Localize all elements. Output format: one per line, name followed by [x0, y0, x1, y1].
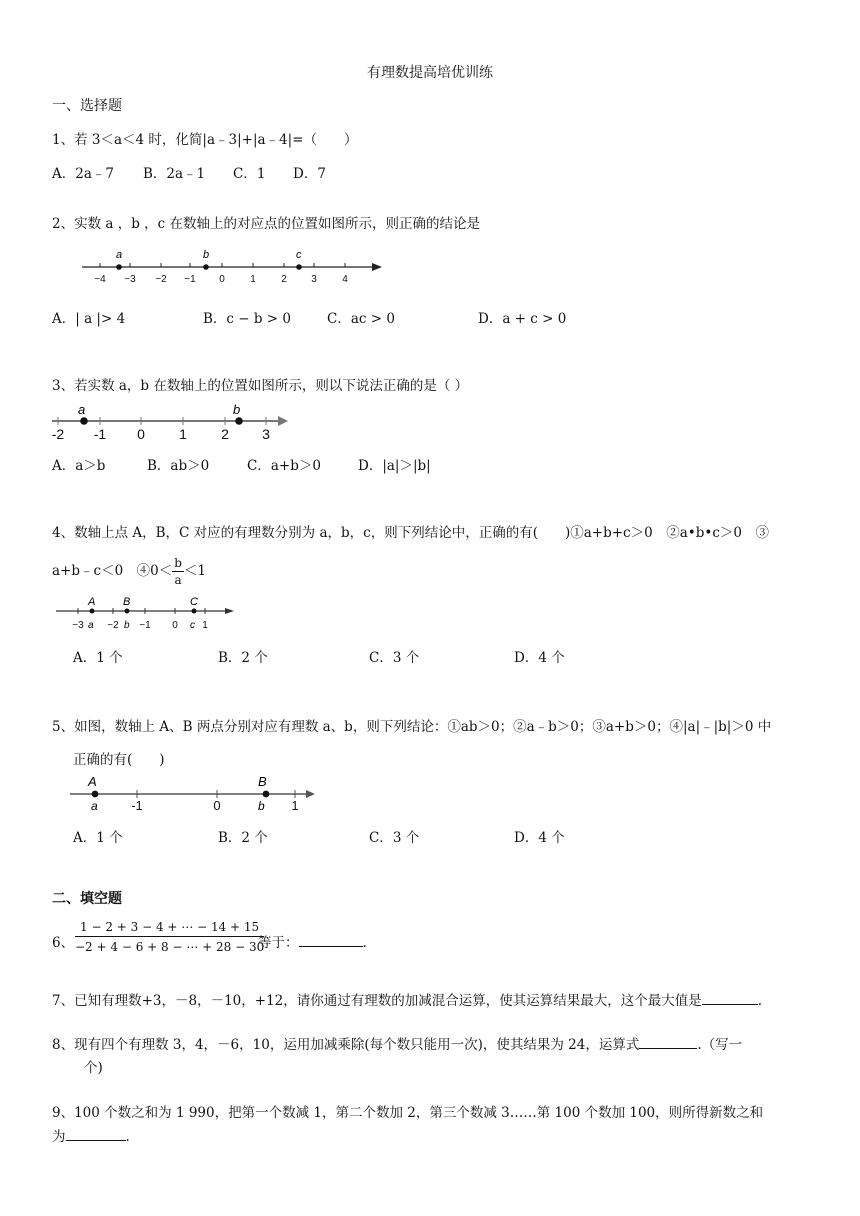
q7-text: 7、已知有理数+3，－8，－10，+12，请你通过有理数的加减混合运算，使其运算结果最大，这个最大值是: [52, 993, 702, 1009]
q4-tick-label: −2: [107, 620, 119, 631]
q8-answer-blank[interactable]: [639, 1034, 697, 1049]
q5-option-d[interactable]: D．4 个: [514, 830, 565, 846]
q4-option-a[interactable]: A．1 个: [73, 650, 123, 666]
q3-option-c[interactable]: C．a+b＞0: [247, 458, 321, 474]
q4-value-c: c: [190, 620, 195, 631]
section-heading-choice: 一、选择题: [52, 98, 122, 114]
q4-fraction-numerator: b: [174, 556, 182, 570]
q4-tick-label: −3: [72, 620, 84, 631]
question-9-line1: 9、100 个数之和为 1 990，把第一个数减 1，第二个数加 2，第三个数减 3……第 100 个数加 100，则所得新数之和: [52, 1105, 764, 1121]
q3-tick-label: -2: [51, 426, 65, 442]
question-8-line2: 个): [84, 1060, 103, 1076]
page-title: 有理数提高培优训练: [367, 65, 493, 81]
q1-option-b[interactable]: B．2a﹣1: [143, 166, 206, 182]
q4-option-c[interactable]: C．3 个: [369, 650, 420, 666]
question-5-stem-line2: 正确的有( ): [73, 752, 165, 768]
q4-tick-label: 1: [202, 620, 208, 631]
q9-answer-blank[interactable]: [66, 1126, 126, 1141]
q3-tick-label: -1: [93, 426, 107, 442]
q2-tick-label: 2: [281, 274, 287, 285]
q4-value-a: a: [88, 620, 94, 631]
q5-label-A: A: [88, 774, 97, 789]
q5-option-c[interactable]: C．3 个: [369, 830, 420, 846]
q2-tick-label: −1: [184, 274, 196, 285]
q1-option-d[interactable]: D．7: [293, 166, 326, 182]
q6-answer-blank[interactable]: [299, 932, 363, 947]
q4-tick-label: −1: [139, 620, 151, 631]
q1-option-a[interactable]: A．2a﹣7: [52, 166, 114, 182]
q2-tick-label: 4: [342, 274, 348, 285]
q3-tick-label: 2: [221, 426, 229, 442]
question-8-line1: [52, 1033, 742, 1053]
q8-text: 8、现有四个有理数 3，4，－6，10，运用加减乘除(每个数只能用一次)，使其结果为 24，运算式: [52, 1037, 640, 1053]
q6-suffix-line: 等于： .: [258, 931, 367, 951]
q6-fraction: [75, 920, 264, 954]
q4-option-b[interactable]: B．2 个: [218, 650, 268, 666]
q4-label-B: B: [123, 596, 131, 608]
q1-option-c[interactable]: C．1: [233, 166, 266, 182]
q2-tick-label: 1: [250, 274, 256, 285]
q2-label-b: b: [203, 249, 210, 261]
q4-value-b: b: [124, 620, 130, 631]
q5-tick-label: 1: [291, 798, 299, 813]
q3-label-b: b: [233, 402, 241, 417]
q2-label-c: c: [296, 249, 302, 261]
question-3-stem: 3、若实数 a，b 在数轴上的位置如图所示，则以下说法正确的是（ ）: [52, 378, 469, 394]
q2-tick-label: 0: [219, 274, 225, 285]
q4-fraction-denominator: a: [174, 573, 182, 587]
q4-option-d[interactable]: D．4 个: [514, 650, 565, 666]
q5-tick-label: 0: [213, 798, 221, 813]
q3-tick-label: 0: [137, 426, 145, 442]
q2-option-c[interactable]: C．ac > 0: [327, 311, 395, 327]
q4-tick-label: 0: [172, 620, 178, 631]
q2-tick-label: −2: [155, 274, 167, 285]
q4-label-A: A: [88, 596, 96, 608]
q5-option-b[interactable]: B．2 个: [218, 830, 268, 846]
q3-label-a: a: [78, 402, 86, 417]
q2-option-d[interactable]: D．a + c > 0: [478, 311, 567, 327]
q4-stem-part-b: ＜1: [183, 563, 207, 579]
q2-label-a: a: [116, 249, 123, 261]
q2-option-a[interactable]: A．| a |> 4: [52, 311, 126, 327]
section-heading-fill: 二、填空题: [52, 891, 122, 907]
q5-option-a[interactable]: A．1 个: [73, 830, 123, 846]
question-5-stem-line1: 5、如图，数轴上 A、B 两点分别对应有理数 a、b，则下列结论：①ab＞0；②a﹣b＞0；③a+b＞0；④|a|﹣|b|＞0 中: [52, 719, 772, 735]
q6-denominator: −2 + 4 − 6 + 8 − ⋯ + 28 − 30: [75, 940, 265, 954]
question-7-line: 7、已知有理数+3，－8，－10，+12，请你通过有理数的加减混合运算，使其运算结果最大，这个最大值是 .: [52, 989, 762, 1009]
q2-option-b[interactable]: B．c − b > 0: [203, 311, 292, 327]
q3-tick-label: 3: [262, 426, 270, 442]
q8-tail: .（写一: [697, 1037, 743, 1053]
q6-suffix: 等于：: [258, 935, 299, 951]
question-2-stem: 2、实数 a ，b ，c 在数轴上的对应点的位置如图所示，则正确的结论是: [52, 216, 481, 232]
question-1-stem: 1、若 3＜a＜4 时，化简|a﹣3|+|a﹣4|=（ ）: [52, 132, 358, 148]
q3-option-d[interactable]: D．|a|＞|b|: [358, 458, 431, 474]
q7-answer-blank[interactable]: [702, 990, 758, 1005]
q4-label-C: C: [190, 596, 198, 608]
q5-label-B: B: [258, 774, 267, 789]
q3-option-a[interactable]: A．a＞b: [52, 458, 106, 474]
q6-prefix: 6、: [52, 935, 75, 951]
q4-stem-part-a: a+b﹣c＜0 ④0＜: [52, 563, 173, 579]
q5-point-a: [92, 791, 99, 798]
q2-tick-label: −4: [94, 274, 106, 285]
q2-tick-label: −3: [124, 274, 136, 285]
question-4-stem-line1: 4、数轴上点 A，B，C 对应的有理数分别为 a，b，c，则下列结论中，正确的有( )①a+b+c＞0 ②a•b•c＞0 ③: [52, 525, 769, 541]
q5-value-b: b: [258, 799, 265, 813]
q6-numerator: 1 − 2 + 3 − 4 + ⋯ − 14 + 15: [75, 920, 264, 937]
q3-option-b[interactable]: B．ab＞0: [147, 458, 210, 474]
q2-tick-label: 3: [311, 274, 317, 285]
q3-tick-label: 1: [179, 426, 187, 442]
q5-value-a: a: [91, 799, 98, 813]
q5-tick-label: -1: [131, 798, 143, 813]
q9-text: 为: [52, 1129, 66, 1145]
question-9-line2: 为 .: [52, 1125, 130, 1145]
q5-point-b: [263, 791, 270, 798]
